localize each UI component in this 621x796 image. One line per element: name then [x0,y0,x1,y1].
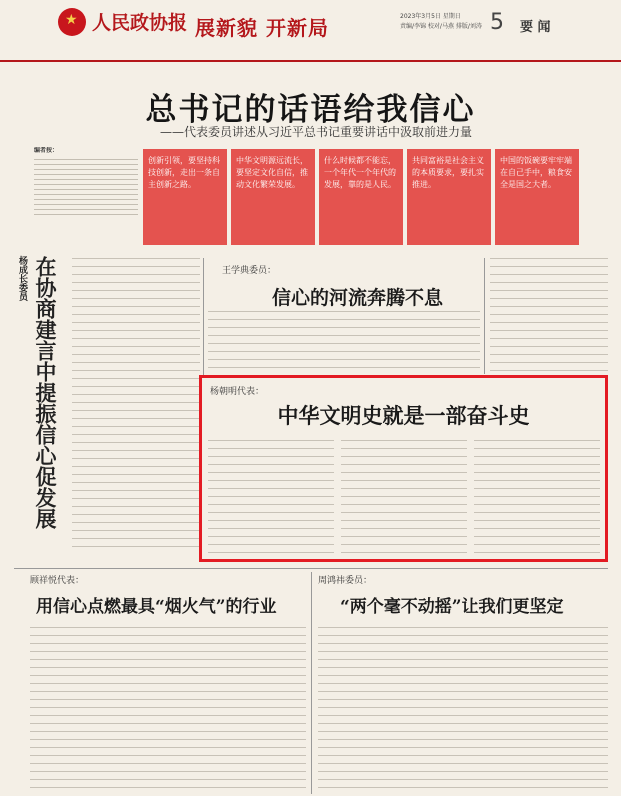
center-article-body [208,311,480,373]
quote-text: 什么时候都不能忘，一个年代一个年代的发展，靠的是人民。 [324,156,396,189]
page-number: 5 [490,10,504,35]
highlight-article-body [474,440,600,554]
section-name: 要 闻 [520,20,551,35]
center-article-byline: 王学典委员： [222,266,277,276]
bottom-left-title: 用信心点燃最具“烟火气”的行业 [36,597,277,617]
quote-text: 创新引领，要坚持科技创新，走出一条自主创新之路。 [148,156,220,189]
main-headline: 总书记的话语给我信心 [145,92,476,128]
highlight-article-body [341,440,467,554]
center-article-title: 信心的河流奔腾不息 [272,287,444,309]
quote-text: 共同富裕是社会主义的本质要求，要扎实推进。 [412,156,484,189]
issue-date: 2023年3月5日 星期日 [400,13,461,20]
editor-note-label: 编者按： [34,147,59,154]
left-article-title: 在协商建言中提振信心促发展 [33,256,58,529]
bottom-left-body [30,627,306,793]
left-article-byline: 杨成长委员 [17,256,27,301]
highlighted-article [199,375,608,562]
paper-name: 人民政协报 [92,12,188,34]
masthead [0,0,621,62]
highlight-article-body [208,440,334,554]
bottom-right-body [318,627,608,793]
left-article-body [72,258,200,553]
quote-card [495,149,579,245]
highlight-article-title: 中华文明史就是一部奋斗史 [277,403,530,428]
issue-meta [400,12,482,32]
right-article-body [490,258,608,374]
national-emblem-icon [58,8,86,36]
quote-text: 中国的饭碗要牢牢端在自己手中，粮食安全是国之大者。 [500,156,572,189]
column-divider [311,572,312,794]
highlight-article-byline: 杨朝明代表： [210,387,265,397]
column-divider [484,258,485,374]
sub-headline: ——代表委员讲述从习近平总书记重要讲话中汲取前进力量 [160,125,473,139]
page-slogan: 展新貌 开新局 [195,16,329,40]
quote-card [407,149,491,245]
bottom-right-title: “两个毫不动摇”让我们更坚定 [340,597,564,617]
editor-note [34,147,138,247]
bottom-left-byline: 顾祥悦代表： [30,576,85,586]
editor-note-text [34,159,138,215]
quote-card [143,149,227,245]
bottom-right-byline: 周鸿祎委员： [318,576,373,586]
quote-text: 中华文明源远流长，要坚定文化自信，推动文化繁荣发展。 [236,156,308,189]
issue-editors: 责编/李锦 校对/马燕 排版/刘涛 [400,23,482,30]
section-rule [14,568,608,569]
quote-card [231,149,315,245]
quote-card [319,149,403,245]
